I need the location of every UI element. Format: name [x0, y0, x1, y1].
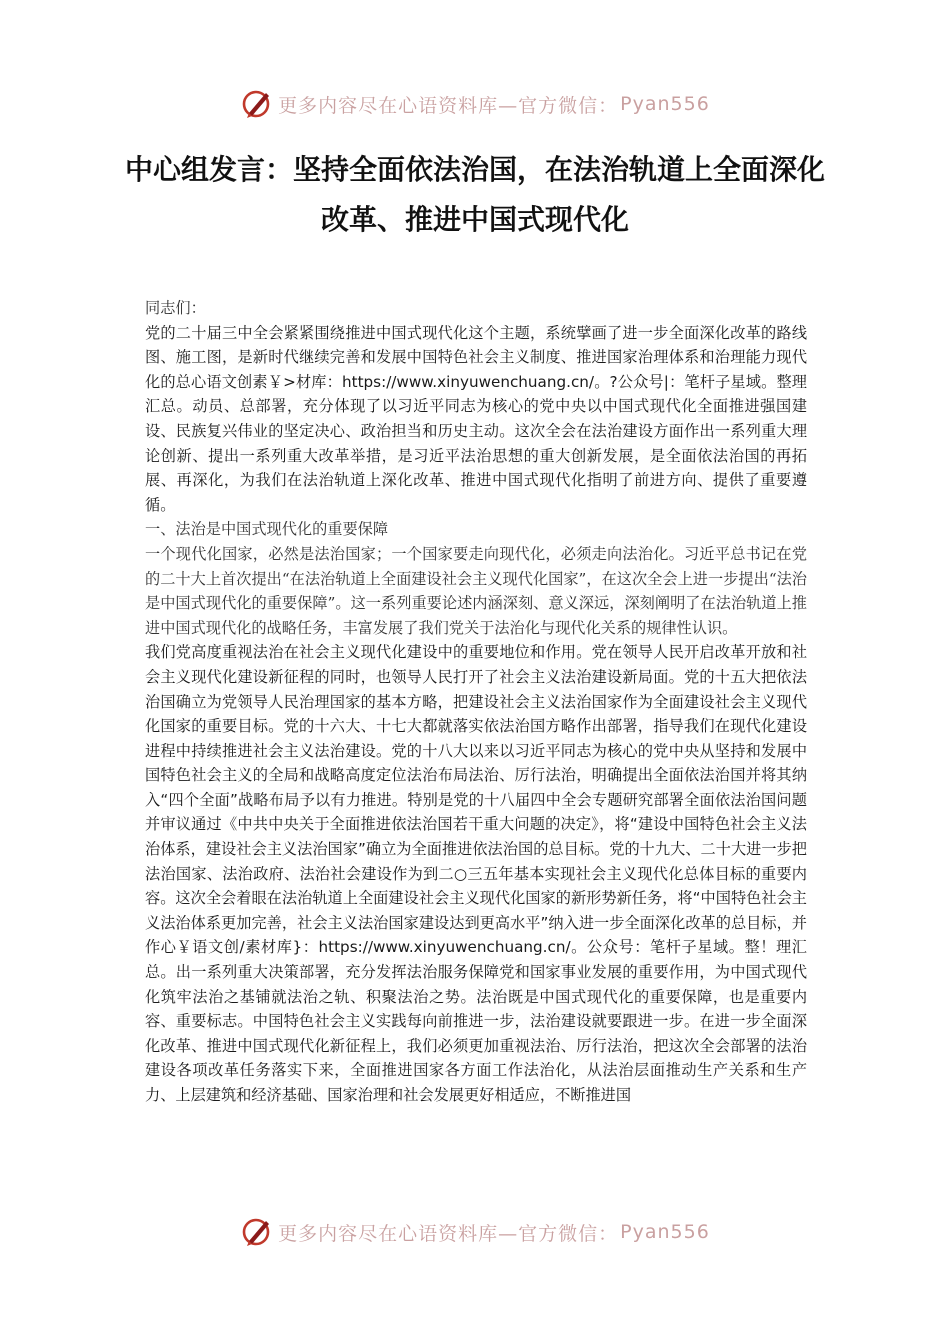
document-title: 中心组发言：坚持全面依法治国，在法治轨道上全面深化改革、推进中国式现代化 [124, 153, 825, 236]
watermark-text: 更多内容尽在心语资料库—官方微信： [278, 1222, 619, 1245]
salutation: 同志们： [145, 299, 206, 317]
watermark-account: Pyan556 [620, 93, 710, 115]
paragraph-intro: 党的二十届三中全会紧紧围绕推进中国式现代化这个主题，系统擘画了进一步全面深化改革的路线图、施工图，是新时代继续完善和发展中国特色社会主义制度、推进国家治理体系和治理能力现代化的总心语文创素￥>材库：https://www.xinyuwenchuang.cn/。?公众号|：笔杆子星域。整理汇总。动员、总部署，充分体现了以习近平同志为核心的党中央以中国式现代化全面推进强国建设、民族复兴伟业的坚定决心、政治担当和历史主动。这次全会在法治建设方面作出一系列重大理论创新、提出一系列重大改革举措，是习近平法治思想的重大创新发展，是全面依法治国的再拓展、再深化，为我们在法治轨道上深化改革、推进中国式现代化指明了前进方向、提供了重要遵循。 [145, 323, 807, 514]
watermark-banner-bottom [0, 1212, 950, 1252]
document-body [145, 296, 807, 1108]
watermark-text: 更多内容尽在心语资料库—官方微信： [278, 94, 619, 117]
paragraph-3: 我们党高度重视法治在社会主义现代化建设中的重要地位和作用。党在领导人民开启改革开放和社会主义现代化建设新征程的同时，也领导人民打开了社会主义法治建设新局面。党的十五大把依法治国确立为党领导人民治理国家的基本方略，把建设社会主义法治国家作为全面建设社会主义现代化国家的重要目标。党的十六大、十七大都就落实依法治国方略作出部署，指导我们在现代化建设进程中持续推进社会主义法治建设。党的十八大以来以习近平同志为核心的党中央从坚持和发展中国特色社会主义的全局和战略高度定位法治布局法治、厉行法治，明确提出全面依法治国并将其纳入“四个全面”战略布局予以有力推进。特别是党的十八届四中全会专题研究部署全面依法治国问题并审议通过《中共中央关于全面推进依法治国若干重大问题的决定》，将“建设中国特色社会主义法治体系，建设社会主义法治国家”确立为全面推进依法治国的总目标。党的十九大、二十大进一步把法治国家、法治政府、法治社会建设作为到二○三五年基本实现社会主义现代化总体目标的重要内容。这次全会着眼在法治轨道上全面建设社会主义现代化国家的新形势新任务，将“中国特色社会主义法治体系更加完善，社会主义法治国家建设达到更高水平”纳入进一步全面深化改革的总目标，并作心￥语文创/素材库}：https://www.xinyuwenchuang.cn/。公众号：笔杆子星域。整！理汇总。出一系列重大决策部署，充分发挥法治服务保障党和国家事业发展的重要作用，为中国式现代化筑牢法治之基铺就法治之轨、积聚法治之势。法治既是中国式现代化的重要保障，也是重要内容、重要标志。中国特色社会主义实践每向前推进一步，法治建设就要跟进一步。在进一步全面深化改革、推进中国式现代化新征程上，我们必须更加重视法治、厉行法治，把这次全会部署的法治建设各项改革任务落实下来，全面推进国家各方面工作法治化，从法治层面推动生产关系和生产力、上层建筑和经济基础、国家治理和社会发展更好相适应，不断推进国 [145, 643, 807, 1104]
watermark-banner-top [0, 84, 950, 124]
section-heading-1: 一、法治是中国式现代化的重要保障 [145, 520, 388, 539]
paragraph-2: 一个现代化国家，必然是法治国家；一个国家要走向现代化，必须走向法治化。习近平总书记在党的二十大上首次提出“在法治轨道上全面建设社会主义现代化国家”，在这次全会上进一步提出“法治是中国式现代化的重要保障”。这一系列重要论述内涵深刻、意义深远，深刻阐明了在法治轨道上推进中国式现代化的战略任务，丰富发展了我们党关于法治化与现代化关系的规律性认识。 [145, 544, 807, 637]
pen-logo-icon [240, 1215, 274, 1249]
pen-logo-icon [240, 87, 274, 121]
watermark-account: Pyan556 [620, 1221, 710, 1243]
